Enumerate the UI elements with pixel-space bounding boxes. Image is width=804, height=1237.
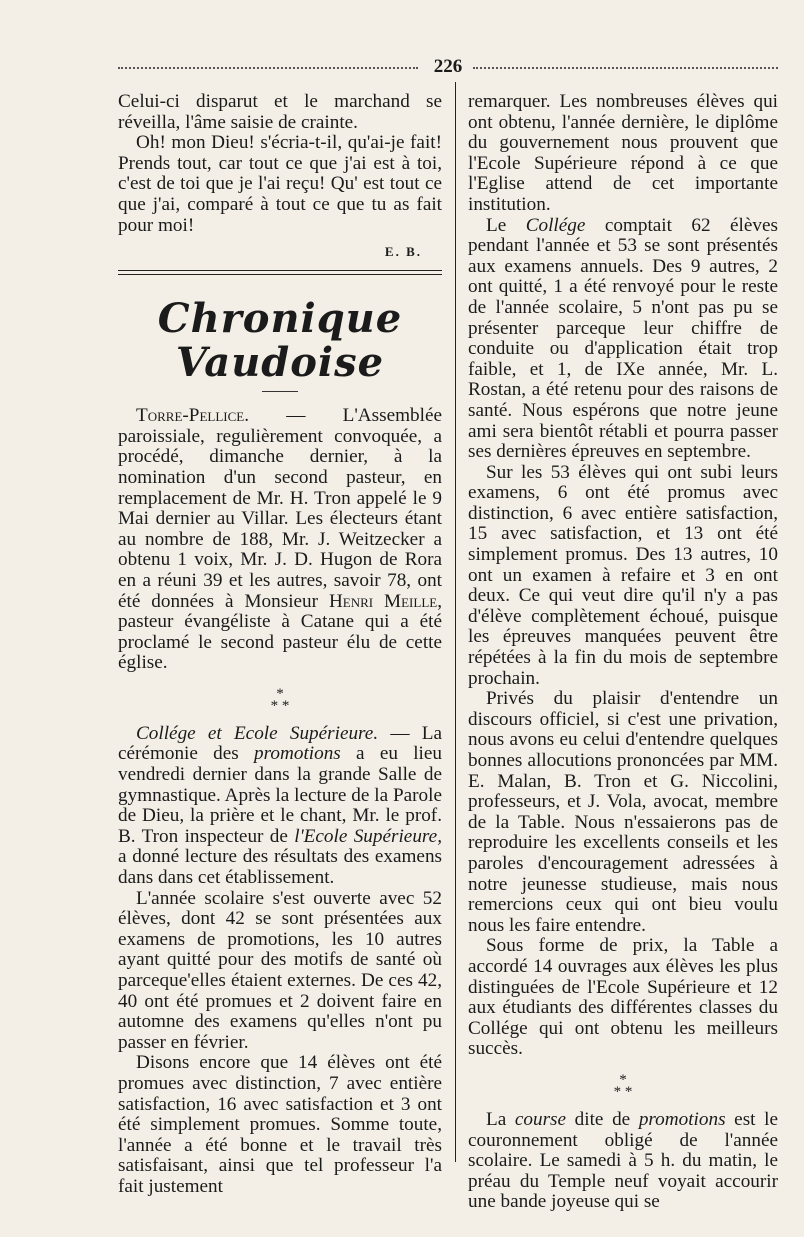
right-paragraph-6 (468, 1110, 778, 1213)
author-signature: E. B. (384, 244, 422, 260)
college-paragraph-1 (118, 724, 442, 889)
pastor-name: Henri Meille (328, 590, 438, 612)
page-header (118, 56, 778, 76)
right-paragraph-2 (468, 216, 778, 463)
column-divider (455, 82, 456, 1162)
asterism-bottom-2: * * (613, 1083, 633, 1100)
right-p2-a: Le (486, 214, 526, 236)
left-column (118, 92, 442, 1237)
page-number: 226 (433, 56, 463, 77)
header-rule-right (473, 67, 778, 69)
right-p6-course: course (514, 1108, 567, 1130)
right-column (468, 92, 778, 1237)
right-paragraph-5: Sous forme de prix, la Table a accordé 14 ouvrages aux élèves les plus distinguées de l'Ecole Supérieure et 12 aux étudiants des différentes classes du Collége qui ont obtenu les meilleurs succès. (468, 935, 778, 1060)
asterism-separator (118, 685, 442, 714)
story-prayer-paragraph: Oh! mon Dieu! s'écria-t-il, qu'ai-je fait! Prends tout, car tout ce que j'ai est à toi, c'est de toi que je l'ai reçu! Qu' est tout ce que j'ai, comparé à tout ce que tu as fait pour moi! (118, 132, 442, 236)
torre-pellice-text: — L'Assemblée paroissiale, regulièrement convoquée, a procédé, dimanche dernier, à la nomination d'un second pasteur, en remplacement de Mr. H. Tron appelé le 9 Mai dernier au Villar. Les électeurs étant au nombre de 188, Mr. J. Weitzecker a obtenu 1 voix, Mr. J. D. Hugon de Rora en a réuni 39 et les autres, savoir 78, ont été données à Monsieur (118, 405, 442, 612)
section-title: Chronique Vaudoise (157, 295, 403, 387)
right-p6-e: est le couronnement obligé de l'année scolaire. Le samedi à 5 h. du matin, le préau du Temple neuf voyait accourir une bande joyeuse qui se (468, 1108, 778, 1213)
college-text-promotions: promotions (254, 743, 341, 765)
right-paragraph-1: remarquer. Les nombreuses élèves qui ont obtenu, l'année dernière, le diplôme du gouvernement nous prouvent que l'Ecole Supérieure répond à ce que l'Eglise attend de cet importante institution. (468, 92, 778, 215)
torre-pellice-end: , pasteur évangéliste à Catane qui a été proclamé le second pasteur élu de cette église. (118, 590, 442, 674)
right-paragraph-4: Privés du plaisir d'entendre un discours officiel, si c'est une privation, nous avons eu celui d'entendre quelques bonnes allocutions prononcées par MM. E. Malan, B. Tron et G. Niccolini, professeurs, et J. Vola, avocat, membre de la Table. Nous n'essaierons pas de reproduire les excellents conseils et les paroles d'encouragement adressées à notre jeunesse studieuse, mais nous remercions ceux qui ont bieu voulu nous les faire entendre. (468, 688, 778, 936)
college-heading: Collége et Ecole Supérieure. (136, 722, 379, 744)
college-paragraph-2: L'année scolaire s'est ouverte avec 52 élèves, dont 42 se sont présentées aux examens de promotions, les 10 autres ayant quitté pour des motifs de santé où parceque'elles étaient externes. De ces 42, 40 ont été promues et 2 doivent faire en automne des examens qu'elles n'ont pu passer en février. (118, 887, 442, 1053)
right-paragraph-3: Sur les 53 élèves qui ont subi leurs examens, 6 ont été promus avec distinction, 6 avec entière satisfaction, 15 avec satisfaction, et 13 ont été simplement promus. Des 13 autres, 10 ont un examen à refaire et 3 en ont deux. Ce qui veut dire qu'il n'y a pas d'élève complètement échoué, puisque les épreuves manquées peuvent être répétées à la fin du mois de septembre prochain. (468, 461, 778, 689)
right-p2-c: comptait 62 élèves pendant l'année et 53 se sont présentés aux examens annuels. Des 9 autres, 2 ont quitté, 1 a été renvoyé pour le reste de l'année scolaire, 5 n'ont pas pu se présenter parceque leur chiffre de conduite ou d'application était trop faible, et 1, de IXe année, Mr. L. Rostan, a été retenu pour des raisons de santé. Nous espérons que notre jeune ami sera bientôt rétabli et pourra passer ses dernières épreuves en septembre. (468, 214, 778, 463)
section-separator (118, 270, 442, 275)
right-p6-a: La (486, 1108, 515, 1130)
college-text-a: — La cérémonie des (118, 722, 442, 765)
header-rule-left (118, 67, 418, 69)
asterism-top-2: * (619, 1071, 627, 1088)
college-text-e: a donné lecture des résultats des examens dans dans cet établissement. (118, 846, 442, 889)
asterism-top: * (276, 685, 284, 702)
college-text-c: a eu lieu vendredi dernier dans la grande Salle de gymnastique. Après la lecture de la Parole de Dieu, la prière et le chant, Mr. le prof. B. Tron inspecteur de (118, 743, 442, 847)
right-p6-c: dite de (566, 1108, 639, 1130)
asterism-separator-2 (468, 1071, 778, 1100)
story-ending-paragraph: Celui-ci disparut et le marchand se réveilla, l'âme saisie de crainte. (118, 92, 442, 133)
title-underline (262, 391, 298, 392)
torre-pellice-paragraph (118, 406, 442, 674)
right-p6-promotions: promotions (638, 1108, 726, 1130)
right-p2-college: Collége (525, 214, 586, 236)
torre-pellice-heading: Torre-Pellice. (136, 405, 250, 427)
college-paragraph-3: Disons encore que 14 élèves ont été promues avec distinction, 7 avec entière satisfaction, 16 avec satisfaction et 3 ont été simplement promues. Somme toute, l'année a été bonne et le travail très satisfaisant, ainsi que tel professeur l'a fait justement (118, 1052, 442, 1197)
asterism-bottom: * * (270, 697, 290, 714)
college-text-ecole: l'Ecole Supérieure, (294, 825, 442, 847)
